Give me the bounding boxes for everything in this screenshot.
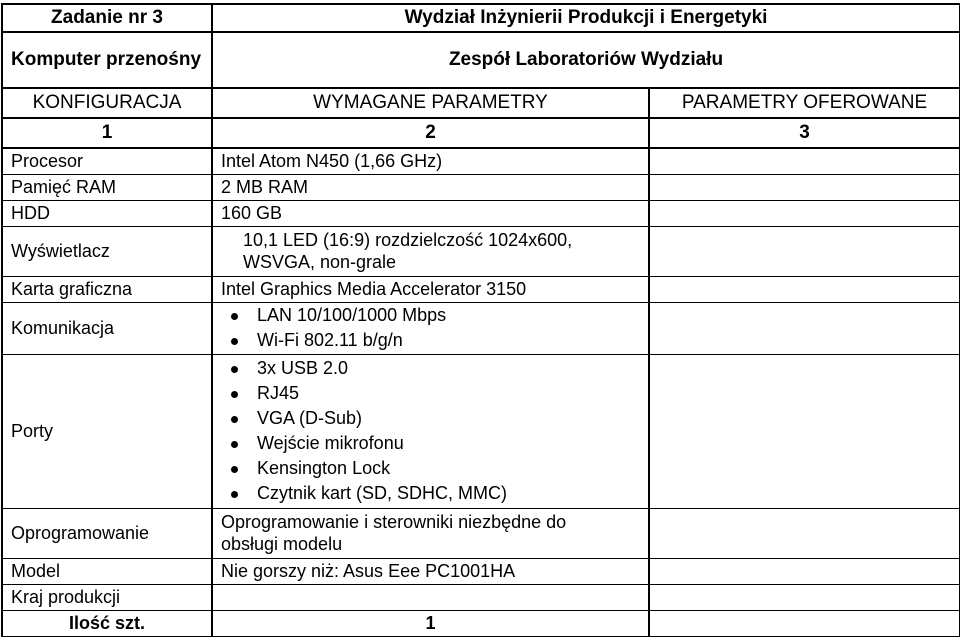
lab-name: Zespół Laboratoriów Wydziału [212, 32, 960, 88]
offered-cell-comm [649, 302, 960, 354]
row-value-country [212, 584, 649, 610]
column-number-3: 3 [649, 118, 960, 148]
offered-cell-qty [649, 610, 960, 636]
list-item: 3x USB 2.0 [257, 356, 640, 381]
task-number: Zadanie nr 3 [2, 4, 212, 32]
table-row [2, 584, 960, 610]
list-item: Wejście mikrofonu [257, 431, 640, 456]
row-label-country: Kraj produkcji [2, 584, 212, 610]
faculty-name: Wydział Inżynierii Produkcji i Energetyki [212, 4, 960, 32]
offered-cell-model [649, 558, 960, 584]
table-row [2, 354, 960, 508]
row-label-display: Wyświetlacz [2, 226, 212, 276]
column-offered: PARAMETRY OFEROWANE [649, 88, 960, 118]
row-label-hdd: HDD [2, 200, 212, 226]
offered-cell-software [649, 508, 960, 558]
comm-list [221, 303, 640, 353]
row-value-display [212, 226, 649, 276]
table-row [2, 200, 960, 226]
list-item: Czytnik kart (SD, SDHC, MMC) [257, 481, 640, 506]
row-value-model: Nie gorszy niż: Asus Eee PC1001HA [212, 558, 649, 584]
offered-cell-country [649, 584, 960, 610]
table-row [2, 148, 960, 174]
offered-cell-ram [649, 174, 960, 200]
row-label-model: Model [2, 558, 212, 584]
offered-cell-gpu [649, 276, 960, 302]
offered-cell-display [649, 226, 960, 276]
column-required: WYMAGANE PARAMETRY [212, 88, 649, 118]
row-label-ram: Pamięć RAM [2, 174, 212, 200]
row-value-cpu: Intel Atom N450 (1,66 GHz) [212, 148, 649, 174]
row-value-software [212, 508, 649, 558]
list-item: RJ45 [257, 381, 640, 406]
list-item: VGA (D-Sub) [257, 406, 640, 431]
list-item: LAN 10/100/1000 Mbps [257, 303, 640, 328]
column-config: KONFIGURACJA [2, 88, 212, 118]
table-row [2, 508, 960, 558]
display-line-2: WSVGA, non-grale [243, 252, 397, 272]
row-value-gpu: Intel Graphics Media Accelerator 3150 [212, 276, 649, 302]
software-line-1: Oprogramowanie i sterowniki niezbędne do [221, 512, 567, 532]
spec-table [1, 3, 960, 637]
row-label-software: Oprogramowanie [2, 508, 212, 558]
row-value-comm [212, 302, 649, 354]
row-label-gpu: Karta graficzna [2, 276, 212, 302]
list-item: Wi-Fi 802.11 b/g/n [257, 328, 640, 353]
row-value-ports [212, 354, 649, 508]
row-value-hdd: 160 GB [212, 200, 649, 226]
row-value-qty: 1 [212, 610, 649, 636]
table-row [2, 610, 960, 636]
list-item: Kensington Lock [257, 456, 640, 481]
row-label-cpu: Procesor [2, 148, 212, 174]
offered-cell-hdd [649, 200, 960, 226]
column-number-2: 2 [212, 118, 649, 148]
column-number-1: 1 [2, 118, 212, 148]
ports-list [221, 356, 640, 506]
table-row [2, 174, 960, 200]
software-line-2: obsługi modelu [221, 534, 343, 554]
item-name: Komputer przenośny [2, 32, 212, 88]
display-line-1: 10,1 LED (16:9) rozdzielczość 1024x600, [243, 230, 573, 250]
table-row [2, 302, 960, 354]
offered-cell-ports [649, 354, 960, 508]
table-row [2, 276, 960, 302]
row-label-ports: Porty [2, 354, 212, 508]
row-value-ram: 2 MB RAM [212, 174, 649, 200]
table-row [2, 226, 960, 276]
row-label-qty: Ilość szt. [2, 610, 212, 636]
offered-cell-cpu [649, 148, 960, 174]
table-row [2, 558, 960, 584]
row-label-comm: Komunikacja [2, 302, 212, 354]
